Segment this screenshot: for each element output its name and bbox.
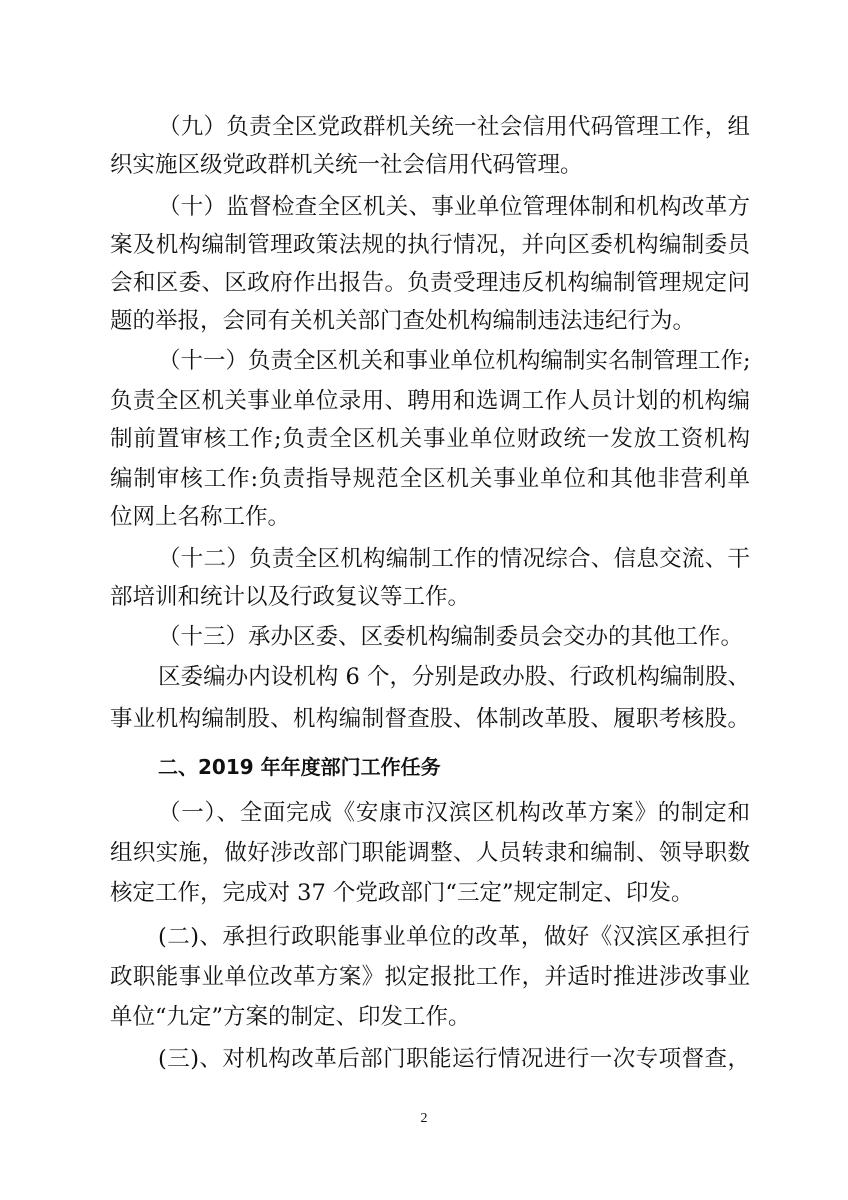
paragraph-line: 案及机构编制管理政策法规的执行情况，并向区委机构编制委员 [110,232,750,258]
page-number: 2 [420,1111,428,1126]
paragraph-line: （九）负责全区党政群机关统一社会信用代码管理工作，组 [158,114,750,140]
paragraph-line: （一）、全面完成《安康市汉滨区机构改革方案》的制定和 [158,800,750,826]
paragraph-line: 位网上名称工作。 [110,504,291,530]
paragraph-line: （十）监督检查全区机关、事业单位管理体制和机构改革方 [158,194,750,220]
paragraph-line: 编制审核工作:负责指导规范全区机关事业单位和其他非营利单 [110,466,750,492]
paragraph-line: (三)、对机构改革后部门职能运行情况进行一次专项督查， [158,1046,750,1072]
section-heading: 二、2019 年年度部门工作任务 [158,755,441,779]
paragraph-line: 组织实施，做好涉改部门职能调整、人员转隶和编制、领导职数 [110,840,750,866]
paragraph-line: 区委编办内设机构 6 个，分别是政办股、行政机构编制股、 [158,664,750,690]
paragraph-line: （十二）负责全区机构编制工作的情况综合、信息交流、干 [158,546,750,572]
paragraph-line: 会和区委、区政府作出报告。负责受理违反机构编制管理规定问 [110,270,750,296]
paragraph-line: 负责全区机关事业单位录用、聘用和选调工作人员计划的机构编 [110,388,750,414]
paragraph-line: 织实施区级党政群机关统一社会信用代码管理。 [110,152,583,178]
paragraph-line: （十一）负责全区机关和事业单位机构编制实名制管理工作; [158,348,751,374]
paragraph-line: 制前置审核工作;负责全区机关事业单位财政统一发放工资机构 [110,426,750,452]
paragraph-line: （十三）承办区委、区委机构编制委员会交办的其他工作。 [158,624,744,650]
paragraph-line: 单位“九定”方案的制定、印发工作。 [110,1004,471,1030]
paragraph-line: (二)、承担行政职能事业单位的改革，做好《汉滨区承担行 [158,924,750,950]
paragraph-line: 政职能事业单位改革方案》拟定报批工作，并适时推进涉改事业 [110,964,750,990]
paragraph-line: 题的举报，会同有关机关部门查处机构编制违法违纪行为。 [110,308,696,334]
paragraph-line: 部培训和统计以及行政复议等工作。 [110,584,471,610]
paragraph-line: 事业机构编制股、机构编制督查股、体制改革股、履职考核股。 [110,706,750,732]
paragraph-line: 核定工作，完成对 37 个党政部门“三定”规定制定、印发。 [110,880,694,906]
